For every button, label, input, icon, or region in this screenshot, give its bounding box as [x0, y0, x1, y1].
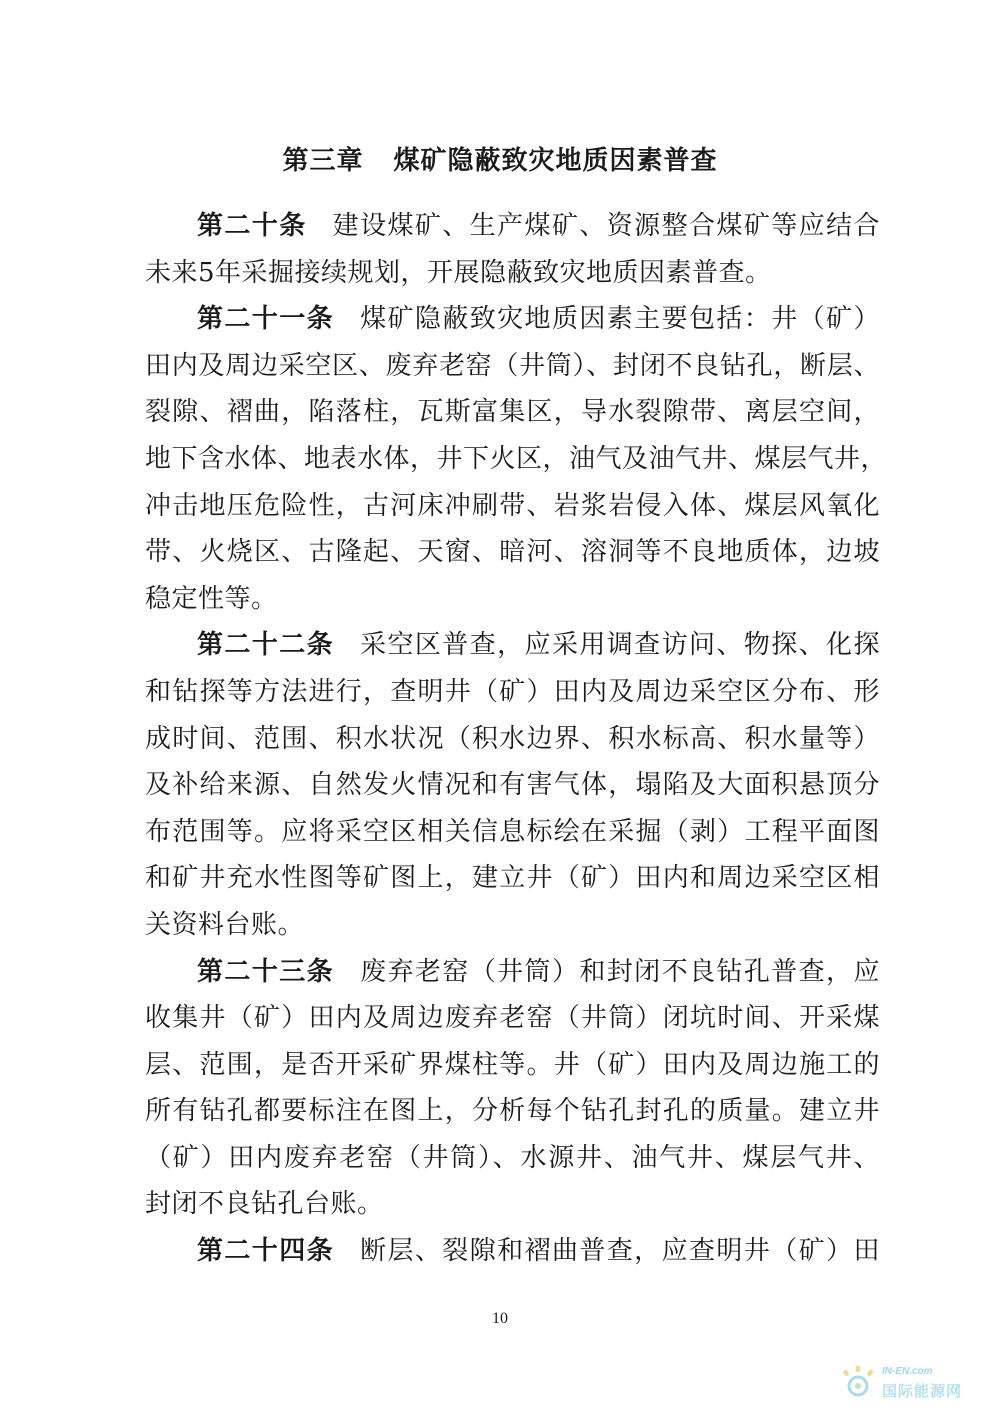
article-line [145, 1181, 880, 1228]
article-line [145, 436, 888, 483]
article-line [145, 576, 880, 623]
article-heading: 第二十二条 [197, 630, 335, 661]
article-text: 和钻探等方法进行，查明井（矿）田内及周边采空区分布、形 [145, 676, 880, 707]
article-text: 地下含水体、地表水体，井下火区，油气及油气井、煤层气井， [145, 443, 888, 474]
article-text: 收集井（矿）田内及周边废弃老窑（井筒）闭坑时间、开采煤 [145, 1003, 880, 1034]
article-first-line [145, 296, 880, 343]
article-first-line [145, 1228, 880, 1275]
article-line [145, 1042, 880, 1089]
article-line [145, 250, 880, 297]
article-text: 裂隙、褶曲，陷落柱，瓦斯富集区，导水裂隙带、离层空间， [145, 397, 880, 428]
sun-logo-icon [838, 1364, 878, 1404]
article-first-line [145, 949, 880, 996]
chapter-title [0, 140, 1000, 177]
article-line [145, 716, 880, 763]
article-line [145, 995, 880, 1042]
article-line [145, 902, 880, 949]
article-text: 带、火烧区、古隆起、天窗、暗河、溶洞等不良地质体，边坡 [145, 537, 880, 568]
article-text: 稳定性等。 [145, 583, 278, 614]
article-text: 及补给来源、自然发火情况和有害气体，塌陷及大面积悬顶分 [145, 770, 880, 801]
watermark-site-name: 国际能源网 [882, 1382, 963, 1400]
article-text: 煤矿隐蔽致灾地质因素主要包括：井（矿） [360, 304, 880, 335]
article-heading: 第二十一条 [197, 304, 335, 335]
article-line [145, 529, 880, 576]
article-text: 封闭不良钻孔台账。 [145, 1189, 384, 1220]
article-line [145, 809, 880, 856]
article-text: （矿）田内废弃老窑（井筒）、水源井、油气井、煤层气井、 [145, 1142, 880, 1173]
article-first-line [145, 622, 880, 669]
article-line [145, 1088, 880, 1135]
article-text: 层、范围，是否开采矿界煤柱等。井（矿）田内及周边施工的 [145, 1049, 880, 1080]
article-line [145, 343, 880, 390]
article-text: 所有钻孔都要标注在图上，分析每个钻孔封孔的质量。建立井 [145, 1096, 880, 1127]
article-text: 未来5年采掘接续规划，开展隐蔽致灾地质因素普查。 [145, 257, 772, 288]
article-text: 成时间、范围、积水状况（积水边界、积水标高、积水量等） [145, 723, 880, 754]
article-line [145, 855, 880, 902]
watermark-logo [838, 1364, 988, 1404]
article-text: 断层、裂隙和褶曲普查，应查明井（矿）田 [360, 1236, 880, 1267]
article-text: 采空区普查，应采用调查访问、物探、化探 [360, 630, 880, 661]
article-line [145, 483, 880, 530]
watermark-brand-text: IN-EN.com [882, 1366, 933, 1377]
article-line [145, 762, 880, 809]
article-text: 冲击地压危险性，古河床冲刷带、岩浆岩侵入体、煤层风氧化 [145, 490, 880, 521]
article-text: 废弃老窑（井筒）和封闭不良钻孔普查，应 [360, 956, 880, 987]
article-first-line [145, 203, 880, 250]
article-line [145, 669, 880, 716]
article-heading: 第二十条 [197, 211, 307, 241]
article-text: 建设煤矿、生产煤矿、资源整合煤矿等应结合 [332, 211, 880, 241]
chapter-number: 第三章 [282, 146, 364, 176]
article-line [145, 389, 880, 436]
article-text: 田内及周边采空区、废弃老窑（井筒）、封闭不良钻孔，断层、 [145, 350, 880, 381]
chapter-name: 煤矿隐蔽致灾地质因素普查 [393, 146, 718, 176]
article-text: 布范围等。应将采空区相关信息标绘在采掘（剥）工程平面图 [145, 816, 880, 847]
article-line [145, 1135, 880, 1182]
page-number: 10 [492, 1310, 508, 1327]
article-heading: 第二十四条 [197, 1236, 335, 1267]
document-body [145, 203, 888, 1275]
article-text: 和矿井充水性图等矿图上，建立井（矿）田内和周边采空区相 [145, 863, 880, 894]
article-text: 关资料台账。 [145, 909, 305, 940]
article-heading: 第二十三条 [197, 956, 335, 987]
